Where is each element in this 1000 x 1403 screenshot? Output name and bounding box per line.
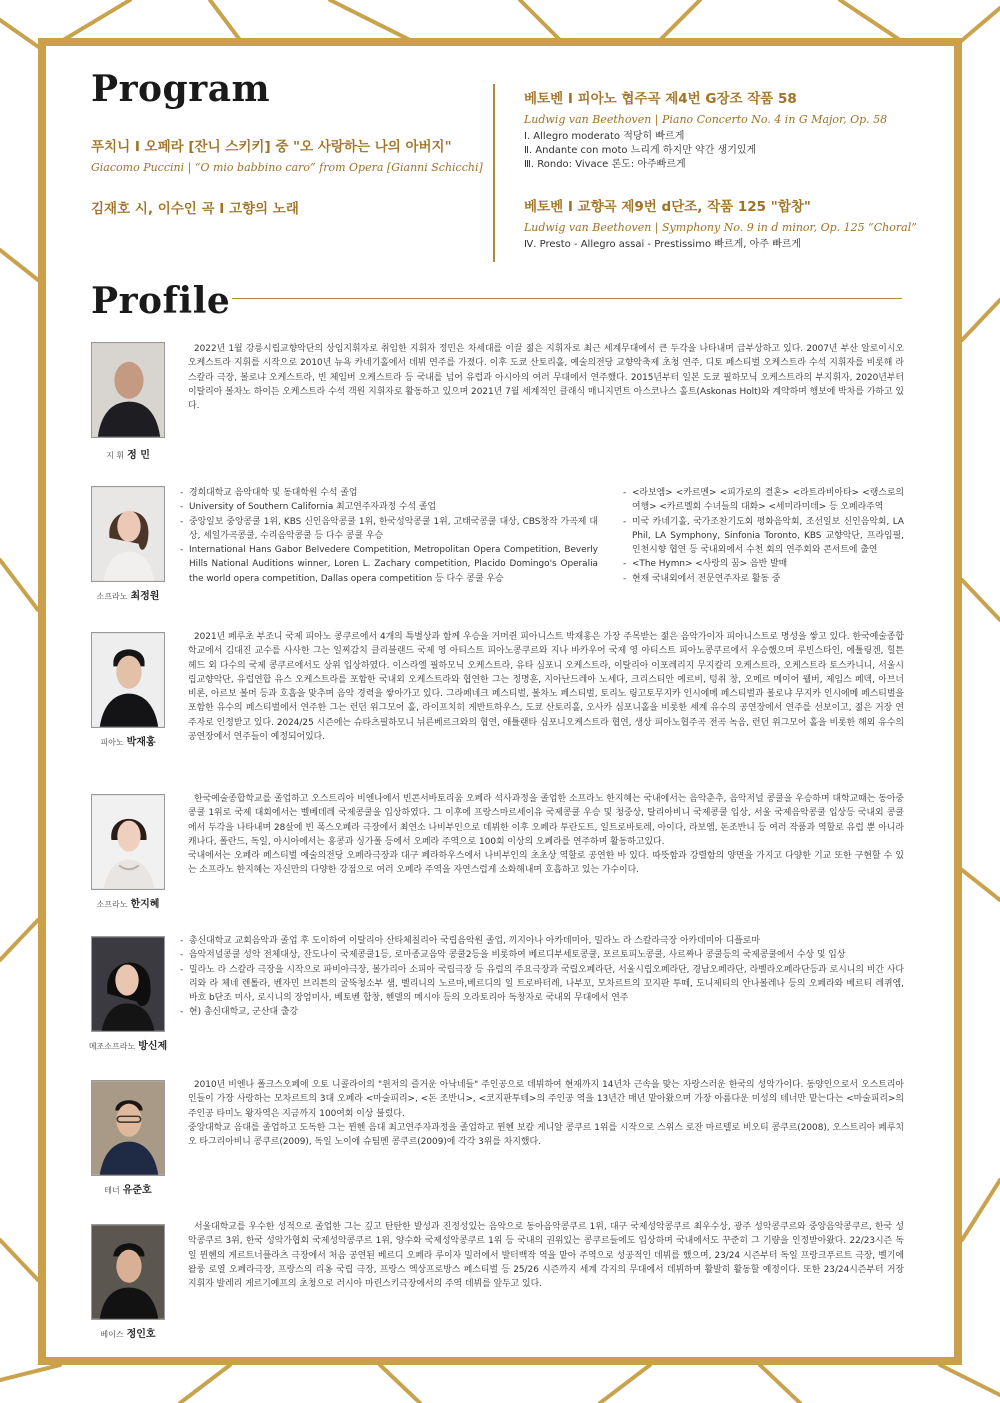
performer-role: 메조소프라노 bbox=[88, 1042, 136, 1051]
performer-bio bbox=[188, 630, 904, 744]
list-item: - <The Hymn> <사랑의 꿈> 음반 발매 bbox=[623, 557, 904, 571]
performer-bio bbox=[188, 792, 904, 878]
performer-label bbox=[78, 587, 178, 602]
program-title-en: Giacomo Puccini | “O mio babbino caro” from Opera [Gianni Schicchi] bbox=[91, 161, 483, 174]
program-item-hometown-song bbox=[91, 200, 491, 218]
performer-label bbox=[78, 895, 178, 910]
performer-bio-list bbox=[180, 934, 904, 1020]
performer-bio bbox=[188, 342, 904, 413]
performer-name: 정인호 bbox=[126, 1329, 156, 1340]
list-item: - 총신대학교 교회음악과 졸업 후 도이하여 이탈리아 산타체칠리아 국립음악원 졸업, 끼지아나 아카데미아, 밀라노 라 스칼라극장 아카데미아 디플로마 bbox=[180, 934, 904, 948]
list-item: - 미국 카네기홀, 국가조찬기도회 평화음악회, 조선일보 신인음악회, LA Phil, LA Symphony, Sinfonia Toronto, KBS 교향악단, 프라임필, 인천시향 협연 등 국내외에서 수천 회의 연주회와 콘서트에 출연 bbox=[623, 515, 904, 558]
bio-paragraph: 중앙대학교 음대를 졸업하고 도독한 그는 뮌헨 음대 최고연주자과정을 졸업하고 뮌헨 보칼 게니알 콩쿠르 1위를 시작으로 스위스 로잔 마르텔로 비오티 콩쿠르(2008), 오스트리아 페루치오 타그리아비니 콩쿠르(2009), 독일 노이에 슈팀멘 콩쿠르(2009)에 각각 3위를 차지했다. bbox=[188, 1122, 904, 1148]
performer-role: 베이스 bbox=[100, 1330, 124, 1339]
performer-label bbox=[78, 733, 178, 748]
performer-role: 테너 bbox=[104, 1186, 120, 1195]
performer-name: 유준호 bbox=[122, 1185, 152, 1196]
performer-name: 정 민 bbox=[127, 450, 150, 461]
program-title-ko: 푸치니 Ⅰ 오페라 [잔니 스키키] 중 "오 사랑하는 나의 아버지" bbox=[91, 139, 452, 155]
performer-name: 박재홍 bbox=[126, 737, 156, 748]
list-item: - 현재 국내외에서 전문연주자로 활동 중 bbox=[623, 572, 904, 586]
movement: Ⅰ. Allegro moderato 적당히 빠르게 bbox=[524, 131, 685, 142]
performer-label bbox=[78, 446, 178, 461]
performer-label bbox=[78, 1325, 178, 1340]
performer-bio-list-right bbox=[623, 486, 904, 586]
performer-label bbox=[78, 1181, 178, 1196]
program-title-en: Ludwig van Beethoven | Piano Concerto No. 4 in G Major, Op. 58 bbox=[524, 113, 888, 126]
movement: Ⅲ. Rondo: Vivace 론도: 아주빠르게 bbox=[524, 159, 686, 170]
list-item: - 현) 총신대학교, 군산대 출강 bbox=[180, 1005, 904, 1019]
program-title-ko: 베토벤 Ⅰ 교향곡 제9번 d단조, 작품 125 "합창" bbox=[524, 199, 811, 215]
performer-bio bbox=[188, 1078, 904, 1149]
performer-label bbox=[78, 1037, 178, 1052]
portrait-photo bbox=[91, 342, 165, 438]
bio-paragraph: 국내에서는 오페라 페스티벌 예술의전당 오페라극장과 대구 페라하우스에서 나비부인의 초초상 역할로 공연한 바 있다. 따뜻함과 강렬함의 양면을 가지고 다양한 기교 또한 구현할 수 있는 소프라노 한지혜는 자신만의 다양한 강점으로 여러 오페라 주역을 자연스럽게 소화해내며 호흡하고 있는 가수이다. bbox=[188, 851, 904, 876]
profile-heading-rule bbox=[232, 298, 902, 299]
performer-name: 방신제 bbox=[138, 1041, 168, 1052]
performer-name: 최정원 bbox=[130, 591, 160, 602]
performer-bio bbox=[188, 1220, 904, 1291]
program-divider bbox=[493, 84, 495, 262]
program-heading: Program bbox=[91, 68, 271, 110]
program-title-ko: 김재호 시, 이수인 곡 Ⅰ 고향의 노래 bbox=[91, 201, 299, 217]
list-item: - <라보엠> <카르멘> <피가로의 결혼> <라트라비아타> <랭스로의 여행> <카르멜회 수녀들의 대화> <세미라미데> 등 오페라주역 bbox=[623, 486, 904, 515]
program-title-en: Ludwig van Beethoven | Symphony No. 9 in d minor, Op. 125 “Choral” bbox=[524, 221, 917, 234]
bio-paragraph: 2010년 비엔나 폴크스오페에 오토 니콜라이의 "윈저의 즐거운 아낙네들" 주인공으로 데뷔하여 현재까지 14년차 근속을 맞는 자랑스러운 한국의 성악가이다. 동양인으로서 오스트리아인들이 가장 사랑하는 모차르트의 3대 오페라 <마술피리>, <돈 조반니>, <코지판투테>의 주인공 역을 13년간 매년 맡아왔으며 가장 아름다운 미성의 테너만 맡는다는 <마술피리>의 주인공 타미노 왕자역은 지금까지 100여회 이상 불렀다. bbox=[188, 1080, 904, 1119]
performer-name: 한지혜 bbox=[130, 899, 160, 910]
portrait-photo bbox=[91, 632, 165, 728]
program-title-ko: 베토벤 Ⅰ 피아노 협주곡 제4번 G장조 작품 58 bbox=[524, 91, 797, 107]
bio-paragraph: 2022년 1월 강릉시립교향악단의 상임지휘자로 취임한 지휘자 정민은 차세대를 이끌 젊은 지휘자로 최근 세계무대에서 큰 두각을 나타내며 급부상하고 있다. 2007년 부산 알로이시오 오케스트라 지휘를 시작으로 2010년 뉴욕 카네기홀에서 데뷔 연주를 가졌다. 이후 도쿄 산토리홀, 예술의전당 교향악축제 초청 연주, 디토 페스티벌 오케스트라 수석 지휘자를 비롯해 라 스칼라 극장, 볼로냐 오케스트라, 빈 체임버 오케스트라 등 국내를 넘어 유럽과 아시아의 여러 무대에서 연주했다. 2015년부터 일본 도쿄 필하모닉 오케스트라의 부지휘자, 2020년부터 이탈리아 볼차노 하이든 오케스트라 수석 객원 지휘자로 활동하고 있으며 2021년 7월 세계적인 클래식 매니지먼트 아스코나스 홀트(Askonas Holt)와 계약하며 행보에 박차를 가하고 있다. bbox=[188, 344, 904, 412]
list-item: - University of Southern California 최고연주자과정 수석 졸업 bbox=[180, 500, 598, 514]
performer-role: 피아노 bbox=[100, 738, 124, 747]
portrait-photo bbox=[91, 936, 165, 1032]
bio-paragraph: 서울대학교를 우수한 성적으로 졸업한 그는 깊고 탄탄한 발성과 진정성있는 음악으로 동아음악콩쿠르 1위, 대구 국제성악콩쿠르 최우수상, 광주 성악콩쿠르와 중앙음악콩쿠르, 한국 성악콩쿠르 3위, 한국 성악가협회 국제성악콩쿠르 1위, 양수화 국제성악콩쿠르 1위 등 국내의 권위있는 콩쿠르들에도 입상하며 국내에서도 꾸준히 그 기량을 인정받아왔다. 22/23시즌 독일 뮌헨의 게르트너플라츠 극장에서 처음 공연된 베르디 오페라 루이자 밀러에서 발터백작 역을 맡아 주역으로 성공적인 데뷔를 했으며, 23/24 시즌부터 독일 프랑크푸르트 극장, 벨기에 왈룽 로열 오페라극장, 프랑스의 리옹 국립 극장, 프랑스 엑상프로방스 페스티벌 등 25/26 시즌까지 세계 각지의 무대에서 데뷔하며 활발히 활동할 예정이다. 또한 23/24시즌부터 거장 지휘자 발레리 게르기예프의 초청으로 러시아 마린스키극장에서의 주역 데뷔를 앞두고 있다. bbox=[188, 1222, 904, 1290]
portrait-photo bbox=[91, 1224, 165, 1320]
performer-bio-list-left bbox=[180, 486, 598, 586]
performer-role: 소프라노 bbox=[96, 592, 128, 601]
portrait-photo bbox=[91, 1080, 165, 1176]
performer-role: 소프라노 bbox=[96, 900, 128, 909]
performer-role: 지 휘 bbox=[106, 451, 125, 460]
bio-paragraph: 한국예술종합학교를 졸업하고 오스트리아 비엔나에서 빈콘서바토리움 오페라 석사과정을 졸업한 소프라노 한지혜는 국내에서는 음악춘추, 음악저널 콩쿨을 우승하며 대학교때는 동아중콩쿨 1위로 국제 대회에서는 벨베데레 국제콩쿨을 입상하였다. 그 이후에 프랑스마르세이유 국제콩쿨 우승 및 청중상, 탈리아비니 국제콩쿨 입상, 서울 국제음악콩쿨 입상등 국내외 콩쿨에서 두각을 나타내며 28살에 빈 폭스오페라 극장에서 최연소 나비부인으로 데뷔한 이후 오페라 투란도트, 일트로바토레, 아이다, 라보엠, 돈조반니 등 여러 작품과 역할로 유럽 뿐 아니라 캐나다, 폴란드, 독일, 아시아에서는 홍콩과 싱가폴 등에서 오페라 주역으로 100회 이상의 오페라를 연주하며 활동하고있다. bbox=[188, 794, 904, 847]
program-item-symphony-9 bbox=[524, 198, 924, 252]
program-item-piano-concerto bbox=[524, 90, 924, 172]
list-item: - 중앙일보 중앙콩쿨 1위, KBS 신인음악콩쿨 1위, 한국성악콩쿨 1위, 고태국콩쿨 대상, CBS창작 가곡제 대상, 세일가곡콩쿨, 수리음악콩쿨 등 다수 콩쿨 우승 bbox=[180, 515, 598, 544]
profile-heading: Profile bbox=[91, 280, 231, 322]
list-item: - 음악저널콩쿨 성악 전체대상, 잔도나이 국제콩쿨1등, 로마종교음악 콩쿨2등을 비롯하여 베르디부세토콩쿨, 포르토피노콩쿨, 사르짜나 콩쿨등의 국제콩쿨에서 수상 및 입상 bbox=[180, 948, 904, 962]
list-item: - 밀라노 라 스칼라 극장을 시작으로 파비아극장, 볼가리아 소피아 국립극장 등 유럽의 주요극장과 국립오페라단, 서울시립오페라단, 경남오페라단, 라벨라오페라단등과 로시니의 비간 사다리와 라 체네 렌톨라, 벤자민 브리튼의 굴뚝청소부 샘, 벨리니의 노르마,베르디의 일 트로바터레, 나부꼬, 모차르트의 꼬지판 투떼, 도니제티의 안나볼레나 등의 오페라와 베르티 레퀴엠, 바흐 b단조 미사, 로시니의 장엄미사, 베토벤 합창, 헨델의 메시야 등의 오라토리아 독창자로 국내외 무대에서 연주 bbox=[180, 963, 904, 1006]
portrait-photo bbox=[91, 486, 165, 582]
portrait-photo bbox=[91, 794, 165, 890]
list-item: - International Hans Gabor Belvedere Competition, Metropolitan Opera Competition, Beverly Hills National Auditions winner, Loren L. Zachary competition, Placido Domingo's Operalia the world opera competition, Dallas opera competition 등 다수 콩쿨 우승 bbox=[180, 543, 598, 586]
list-item: - 경희대학교 음악대학 및 동대학원 수석 졸업 bbox=[180, 486, 598, 500]
movement: Ⅱ. Andante con moto 느리게 하지만 약간 생기있게 bbox=[524, 145, 757, 156]
program-item-puccini bbox=[91, 138, 491, 176]
movement: Ⅳ. Presto - Allegro assai - Prestissimo 빠르게, 아주 빠르게 bbox=[524, 239, 802, 250]
bio-paragraph: 2021년 페루초 부조니 국제 피아노 콩쿠르에서 4개의 특별상과 함께 우승을 거머쥔 피아니스트 박재홍은 가장 주목받는 젊은 음악가이자 피아니스트로 명성을 쌓고 있다. 한국예술종합학교에서 김대진 교수를 사사한 그는 일찌감치 클리블랜드 국제 영 아티스트 피아노콩쿠르와 지나 바카우어 국제 영 아티스트 피아노콩쿠르에서 우승했으며 루빈스타인, 에틀링겐, 힐튼 헤드 외 다수의 국제 콩쿠르에서도 상위 입상하였다. 이스라엘 필하모닉 오케스트라, 유타 심포니 오케스트라, 이탈리아 이포레리지 무지칼리 오케스트라, 오케스트라 토스카니니, 서울시립교향악단, 유럽연합 유스 오케스트라를 포함한 국내외 오케스트라와 협연한 그는 정명훈, 지아난드레아 노세다, 크리스티안 예르비, 텅취 창, 오메르 메이어 웰버, 제임스 페덱, 아브너 비론, 아르보 볼머 등과 호흡을 맞추며 음악 경력을 쌓아가고 있다. 그라페네크 페스티벌, 볼차노 페스티벌, 토리노 링고토무지카 인시에메 페스티벌과 볼로냐 무지카 인시에메 페스티벌을 포함한 유수의 페스티벌에서 연주한 그는 런던 위그모어 홀, 라이프치히 게반트하우스, 도쿄 산토리홀, 오사카 심포니홀을 비롯한 세계 유수의 공연장에서 연주를 선보이고, 젊은 거장 연주자로 인정받고 있다. 2024/25 시즌에는 슈타츠필하모니 뉘른베르크와의 협연, 애틀랜타 심포니오케스트라 협연, 생상 피아노협주곡 전곡 녹음, 런던 위그모어 홀을 비롯한 해외 유수의 공연장에서 연주들이 예정되어있다. bbox=[188, 632, 904, 743]
